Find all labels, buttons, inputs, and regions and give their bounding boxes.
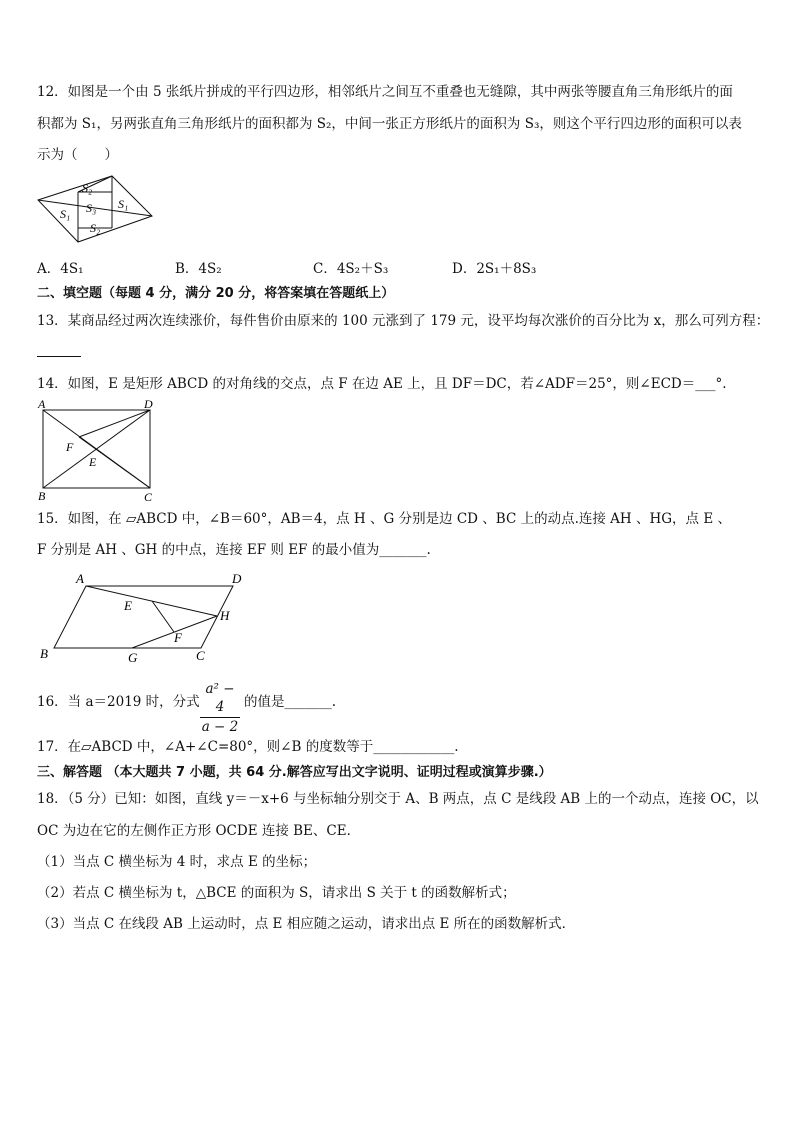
q14-label-f: F	[66, 440, 74, 454]
q16-numerator: a² − 4	[200, 680, 240, 718]
q12-line2: 积都为 S₁，另两张直角三角形纸片的面积都为 S₂，中间一张正方形纸片的面积为 S₃，则这个平行四边形的面积可以表	[37, 116, 742, 132]
q12-label-s1-left: S₁	[60, 207, 71, 221]
q13-answer-blank	[37, 356, 81, 357]
q12-option-d: D．2S₁＋8S₃	[452, 261, 537, 277]
q12-line1: 12．如图是一个由 5 张纸片拼成的平行四边形，相邻纸片之间互不重叠也无缝隙，其中两张等腰直角三角形纸片的面	[37, 84, 733, 100]
q12-option-c: C．4S₂＋S₃	[313, 261, 389, 277]
q15-label-d: D	[232, 571, 242, 586]
q14-figure	[34, 396, 164, 506]
q12-label-s3: S₃	[86, 201, 97, 215]
q15-line2: F 分别是 AH 、GH 的中点，连接 EF 则 EF 的最小值为_______.	[37, 542, 431, 558]
section2-heading: 二、填空题（每题 4 分，满分 20 分，将答案填在答题纸上）	[37, 286, 395, 301]
q15-label-g: G	[128, 650, 138, 665]
q15-label-e: E	[124, 598, 132, 613]
q18-line2: OC 为边在它的左侧作正方形 OCDE 连接 BE、CE．	[37, 823, 361, 839]
q15-label-h: H	[220, 608, 230, 623]
q14-label-a: A	[38, 397, 46, 411]
q18-sub3: （3）当点 C 在线段 AB 上运动时，点 E 相应随之运动，请求出点 E 所在的函数解析式．	[37, 916, 576, 932]
q12-option-b: B．4S₂	[175, 261, 222, 277]
q15-line1: 15．如图，在 ▱ABCD 中，∠B＝60°，AB＝4，点 H 、G 分别是边 CD 、BC 上的动点.连接 AH 、HG，点 E 、	[37, 511, 731, 527]
q14-label-c: C	[144, 490, 153, 504]
q17-line1: 17．在▱ABCD 中，∠A+∠C=80°，则∠B 的度数等于____________.	[37, 739, 459, 755]
q14-label-d: D	[144, 397, 153, 411]
q16-denominator: a − 2	[201, 719, 239, 735]
q16-fraction	[200, 680, 240, 736]
q12-option-a: A．4S₁	[37, 261, 84, 277]
q16-after: 的值是_______.	[244, 694, 337, 710]
q12-label-s2-top: S₂	[82, 181, 93, 195]
q12-label-s1-right: S₁	[118, 197, 129, 211]
q15-label-f: F	[174, 630, 182, 645]
q18-sub1: （1）当点 C 横坐标为 4 时，求点 E 的坐标；	[37, 854, 317, 870]
q13-line1: 13．某商品经过两次连续涨价，每件售价由原来的 100 元涨到了 179 元，设平均每次涨价的百分比为 x，那么可列方程：	[37, 313, 770, 329]
q15-label-b: B	[40, 646, 48, 661]
q18-sub2: （2）若点 C 横坐标为 t，△BCE 的面积为 S，请求出 S 关于 t 的函数解析式；	[37, 885, 516, 901]
section3-heading: 三、解答题 （本大题共 7 小题，共 64 分.解答应写出文字说明、证明过程或演算步骤.）	[37, 765, 552, 780]
q16-before: 16．当 a＝2019 时，分式	[37, 694, 200, 710]
q12-figure	[36, 172, 156, 250]
q14-label-b: B	[38, 489, 46, 503]
q12-line3: 示为（ ）	[37, 147, 118, 163]
q12-label-s2-bottom: S₂	[90, 221, 101, 235]
q15-label-a: A	[76, 571, 84, 586]
q15-figure	[34, 568, 254, 668]
q18-line1: 18．（5 分）已知：如图，直线 y＝－x+6 与坐标轴分别交于 A、B 两点，点 C 是线段 AB 上的一个动点，连接 OC，以	[37, 791, 759, 807]
q15-label-c: C	[196, 648, 205, 663]
q14-line1: 14．如图，E 是矩形 ABCD 的对角线的交点，点 F 在边 AE 上，且 DF＝DC，若∠ADF＝25°，则∠ECD＝___°.	[37, 376, 727, 392]
q14-label-e: E	[89, 455, 97, 469]
